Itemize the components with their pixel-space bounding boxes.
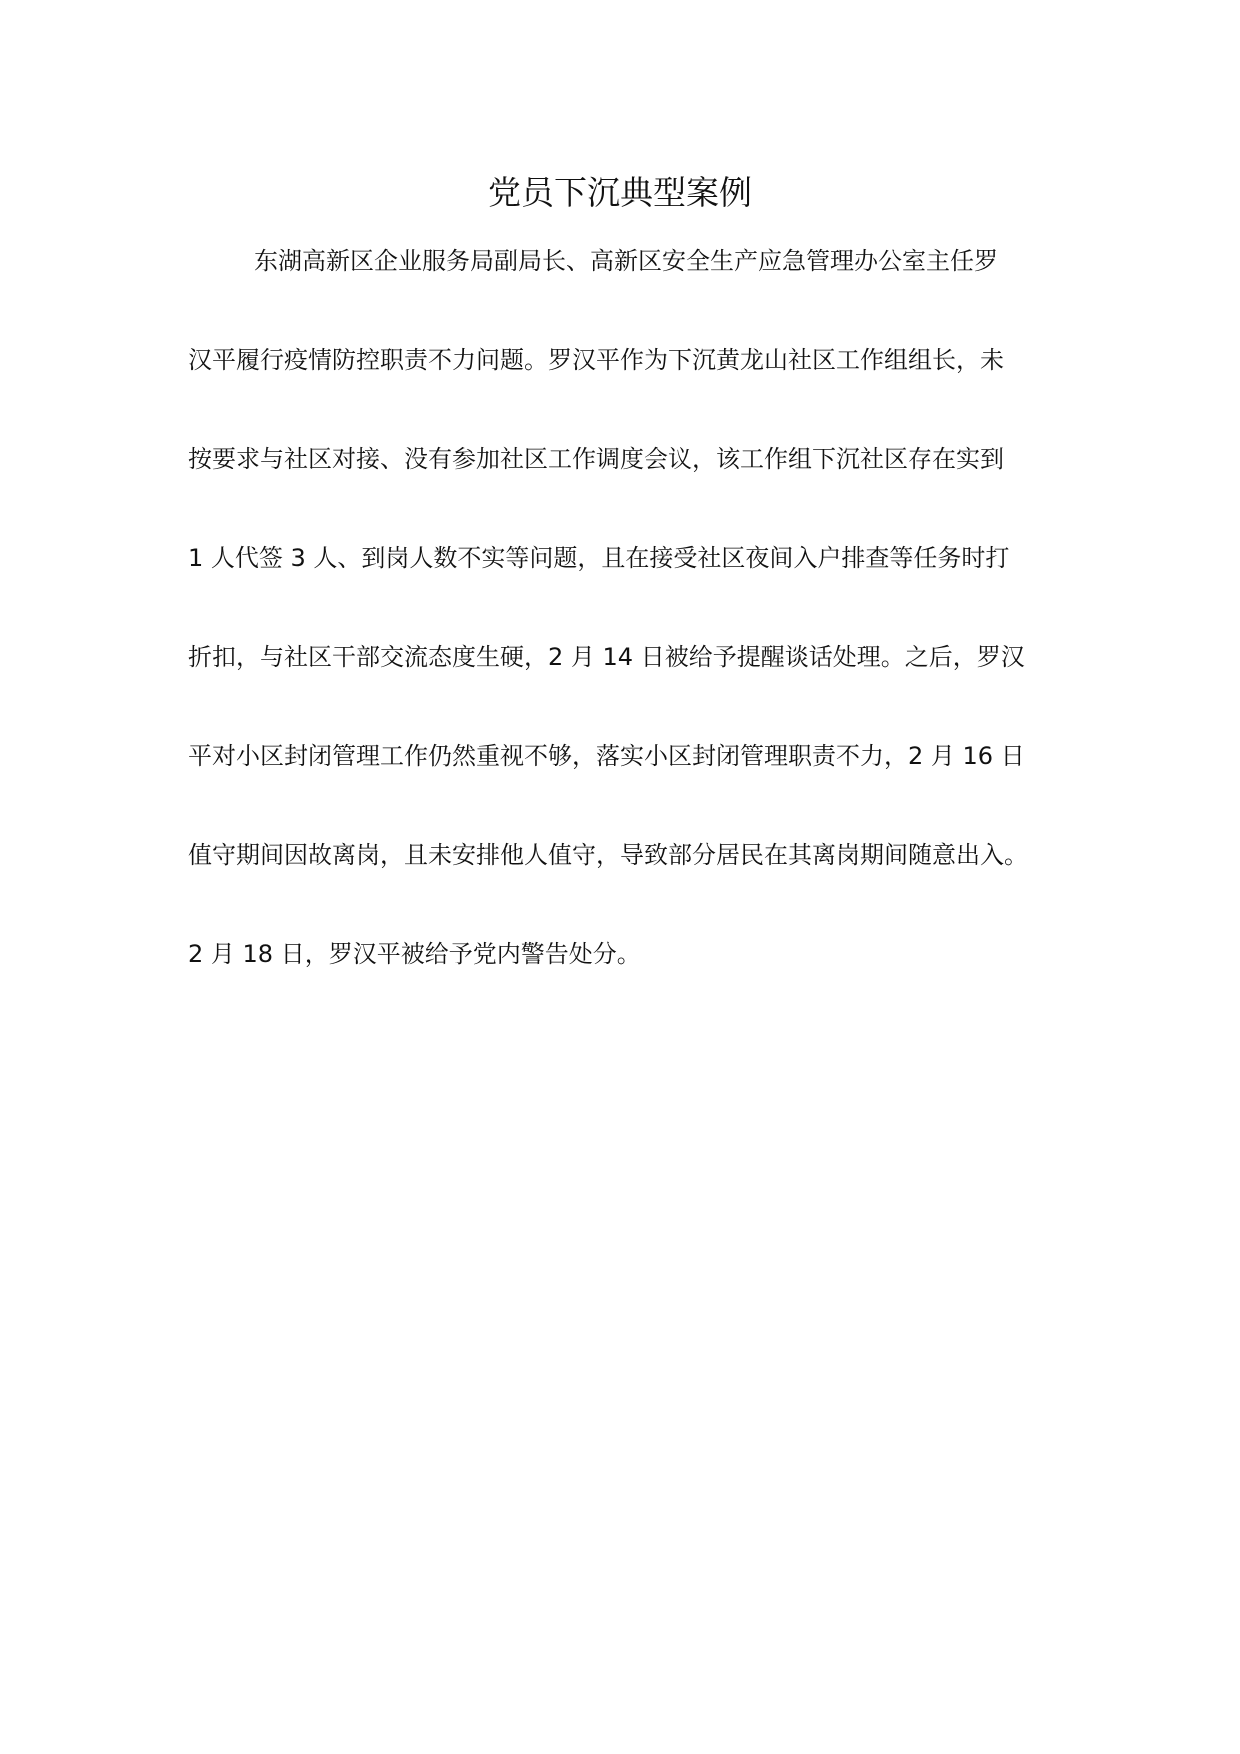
paragraph-line: 东湖高新区企业服务局副局长、高新区安全生产应急管理办公室主任罗 xyxy=(254,247,998,275)
paragraph-line: 平对小区封闭管理工作仍然重视不够，落实小区封闭管理职责不力，2 月 16 日 xyxy=(188,742,1025,770)
paragraph-line: 2 月 18 日，罗汉平被给予党内警告处分。 xyxy=(188,940,641,968)
paragraph-line: 值守期间因故离岗，且未安排他人值守，导致部分居民在其离岗期间随意出入。 xyxy=(188,841,1028,869)
document-body xyxy=(188,237,1060,1029)
paragraph-line: 折扣，与社区干部交流态度生硬，2 月 14 日被给予提醒谈话处理。之后，罗汉 xyxy=(188,643,1025,671)
paragraph-line: 1 人代签 3 人、到岗人数不实等问题，且在接受社区夜间入户排查等任务时打 xyxy=(188,544,1010,572)
paragraph-line: 汉平履行疫情防控职责不力问题。罗汉平作为下沉黄龙山社区工作组组长，未 xyxy=(188,346,1004,374)
document-title: 党员下沉典型案例 xyxy=(488,173,752,212)
paragraph-line: 按要求与社区对接、没有参加社区工作调度会议，该工作组下沉社区存在实到 xyxy=(188,445,1004,473)
